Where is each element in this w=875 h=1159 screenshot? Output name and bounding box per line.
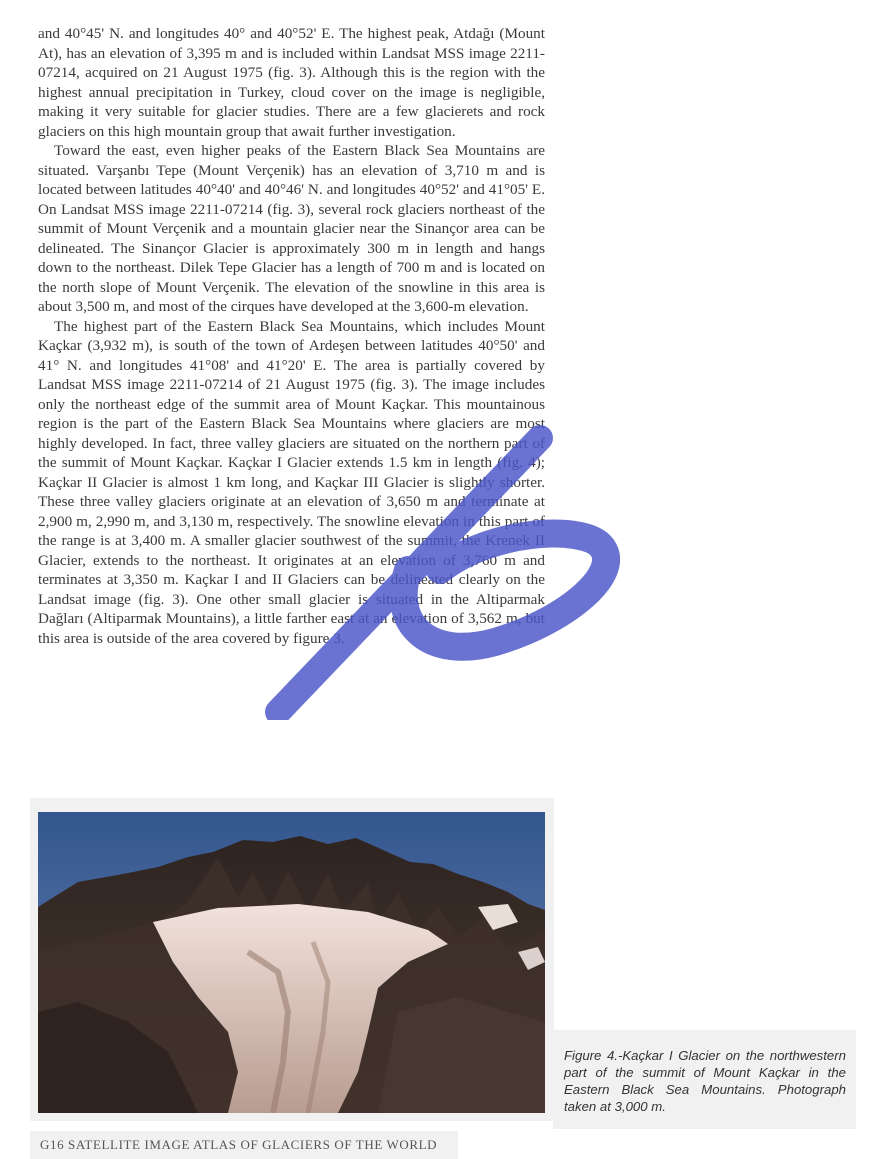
paragraph-3: The highest part of the Eastern Black Sea Mountains, which includes Mount Kaçkar (3,932 m), is south of the town of Ardeşen between latitudes 40°50' and 41° N. and longitudes 41°08' and 41°20' E. The area is partially covered by Landsat MSS image 2211-07214 of 21 August 1975 (fig. 3). The image includes only the northeast edge of the summit area of Mount Kaçkar. This mountainous region is the part of the Eastern Black Sea Mountains where glaciers are most highly developed. In fact, three valley glaciers are situated on the northern part of the summit of Mount Kaçkar. Kaçkar I Glacier extends 1.5 km in length (fig. 4); Kaçkar II Glacier is almost 1 km long, and Kaçkar III Glacier is slightly shorter. These three valley glaciers originate at an elevation of 3,650 m and terminate at 2,900 m, 2,990 m, and 3,130 m, respectively. The snowline elevation in this part of the range is at 3,400 m. A smaller glacier southwest of the summit, the Krenek II Glacier, extends to the northeast. It originates at an elevation of 3,760 m and terminates at 3,350 m. Kaçkar I and II Glaciers can be delineated clearly on the Landsat image (fig. 3). One other small glacier is situated in the Altiparmak Dağları (Altiparmak Mountains), a little farther east at an elevation of 3,562 m, but this area is outside of the area covered by figure 3.	[38, 317, 545, 647]
paragraph-1: and 40°45' N. and longitudes 40° and 40°52' E. The highest peak, Atdağı (Mount At), has an elevation of 3,395 m and is included within Landsat MSS image 2211-07214, acquired on 21 August 1975 (fig. 3). Although this is the region with the highest annual precipitation in Turkey, cloud cover on the image is negligible, making it very suitable for glacier studies. There are a few glacierets and rock glaciers on this high mountain group that await further investigation.	[38, 25, 545, 140]
running-footer: G16 SATELLITE IMAGE ATLAS OF GLACIERS OF THE WORLD	[40, 1137, 438, 1152]
paragraph-2: Toward the east, even higher peaks of the Eastern Black Sea Mountains are situated. Varşanbı Tepe (Mount Verçenik) has an elevation of 3,710 m and is located between latitudes 40°40' and 40°46' N. and longitudes 40°52' and 41°05' E. On Landsat MSS image 2211-07214 (fig. 3), several rock glaciers northeast of the summit of Mount Verçenik and a mountain glacier near the Sinançor area can be delineated. The Sinançor Glacier is approximately 300 m in length and hangs down to the northeast. Dilek Tepe Glacier has a length of 700 m and is located on the north slope of Mount Verçenik. The elevation of the snowline in this area is about 3,500 m, and most of the cirques have developed at the 3,600-m elevation.	[38, 142, 545, 315]
glacier-photo	[38, 812, 545, 1113]
body-text	[38, 24, 545, 648]
figure-caption: Figure 4.-Kaçkar I Glacier on the northwestern part of the summit of Mount Kaçkar in the Eastern Black Sea Mountains. Photograph taken at 3,000 m.	[564, 1048, 846, 1114]
